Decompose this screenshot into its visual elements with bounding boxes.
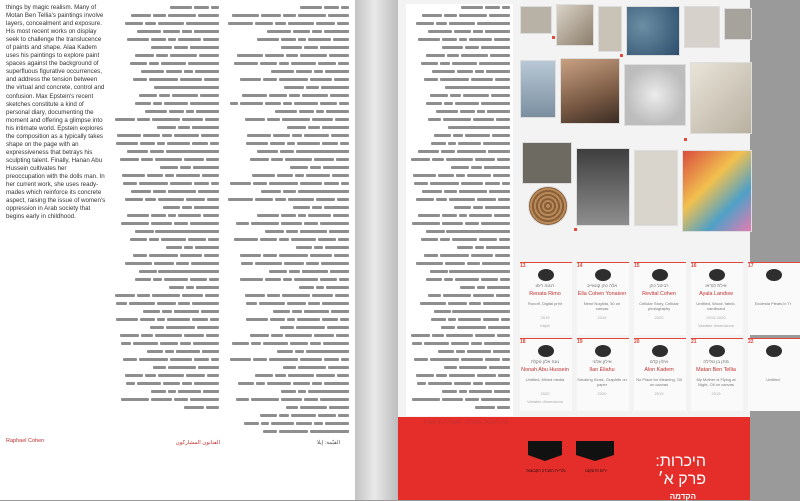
- artist-name-hebrew: נונה אלון טקלה: [530, 359, 560, 364]
- artwork-title: Nene Noghila, 50 on canvas: [583, 301, 621, 311]
- artist-name-hebrew: מתן בן טלילה: [703, 359, 729, 364]
- card-number: 17: [748, 263, 754, 269]
- artist-name: Nonah Abu Hussein: [521, 367, 569, 373]
- artist-name: Ayala Landow: [699, 291, 733, 297]
- hebrew-footer: קרן רוזנטל, מנהלת, האוצרת הראשית: [423, 420, 508, 426]
- artist-name: Matan Ben Tellia: [696, 367, 736, 373]
- artist-card: [577, 338, 629, 411]
- card-number: 13: [520, 263, 526, 269]
- artwork-title: My Mother is Flying at Night, Oil on canvas: [696, 377, 736, 387]
- artwork-year: 2019: [597, 315, 607, 320]
- artist-name: Ella Cohen Yonaiver: [577, 291, 627, 297]
- footer-name-left: Raphael Cohen: [6, 438, 45, 444]
- card-number: 18: [520, 339, 526, 345]
- artist-name-hebrew: רנטה רימו: [535, 283, 555, 288]
- artist-name-hebrew: אילון קדם: [649, 359, 669, 364]
- artwork-year: 2020: [654, 315, 664, 320]
- artist-card: [520, 338, 572, 411]
- artist-avatar: [538, 269, 554, 281]
- artwork-year: 2019: [654, 391, 664, 396]
- artwork-thumb-13: [634, 150, 678, 226]
- artwork-title: Untitled, Mixed media: [525, 377, 565, 382]
- artwork-title: Untitled: [766, 377, 780, 382]
- woven-basket-artwork: [528, 186, 568, 226]
- artist-avatar: [538, 345, 554, 357]
- artwork-thumb-3: [598, 6, 622, 52]
- artist-name-hebrew: אילון אלוני: [592, 359, 612, 364]
- book-gutter: [355, 0, 398, 500]
- artwork-medium: Inkjet: [540, 323, 550, 328]
- artwork-thumb-7: [520, 60, 556, 118]
- logo-right-label: ירוס פרונקנט: [585, 468, 607, 473]
- artist-avatar: [595, 345, 611, 357]
- artwork-year: 2019: [540, 315, 550, 320]
- artwork-year: 2015-2020: [706, 315, 726, 320]
- artwork-title: Cellular Story, Cellular photography: [639, 301, 679, 311]
- card-number: 20: [634, 339, 640, 345]
- artwork-thumb-6: [724, 8, 752, 40]
- red-marker: [684, 138, 687, 141]
- arabic-column-2: [226, 4, 350, 436]
- arabic-curator: القيّمة: إيلا: [316, 440, 340, 446]
- arabic-footer: الفنانون المشاركون: [175, 440, 220, 446]
- artwork-thumb-5: [684, 6, 720, 48]
- artwork-medium: Variable dimensions: [527, 399, 563, 404]
- artist-name: Renata Rimo: [529, 291, 561, 297]
- card-number: 15: [634, 263, 640, 269]
- card-number: 14: [577, 263, 583, 269]
- logo-left-label: גלריית החברה הקבוצות: [526, 468, 566, 473]
- artist-avatar: [709, 345, 725, 357]
- artwork-title: No Place for Meaning, Oil on canvas: [636, 377, 682, 387]
- artist-avatar: [766, 345, 782, 357]
- artwork-title: Smoking Kiosk, Graphite on paper: [577, 377, 627, 387]
- artwork-thumb-14: [682, 150, 752, 232]
- artist-name-hebrew: אלה כהן קונאייב: [586, 283, 618, 288]
- artwork-thumb-12: [576, 148, 630, 226]
- artist-card: [691, 262, 743, 335]
- gallery-logo-icon: [574, 439, 618, 463]
- artist-avatar: [595, 269, 611, 281]
- right-page: [398, 0, 792, 501]
- artist-name-hebrew: רביטל כהן: [649, 283, 669, 288]
- artwork-thumb-10: [690, 62, 752, 134]
- arabic-column-1: [112, 4, 220, 404]
- artwork-title: Runoff, Digital print: [528, 301, 562, 306]
- artist-card: [634, 338, 686, 411]
- artist-name-hebrew: אילת לנדאו: [705, 283, 727, 288]
- artist-card: [748, 262, 800, 335]
- artwork-thumb-11: [522, 142, 572, 184]
- artwork-year: 2020: [597, 391, 607, 396]
- card-number: 19: [577, 339, 583, 345]
- artist-avatar: [709, 269, 725, 281]
- artwork-thumb-1: [520, 6, 552, 34]
- artwork-title: Ecclesta Pleats in Tr: [754, 301, 792, 306]
- card-number: 21: [691, 339, 697, 345]
- english-paragraph: things by magic realism. Many of Motan Ben Tellia's paintings involve layers, concealment and exposure. His most recent works on display seek to challenge the translucence of paints and shape. Alaa Kadem uses his paintings to explore paint spaces against the background of superfluous figurative occurrences, and address the tension between the virtual and concrete, control and confusion. Max Epstein's recent sketches constitute a kind of personal diary, documenting the moment and offering a glimpse into his intimate world. Epstein explores the composition as a typically takes shape on the page with an expressiveness that betrays his sculpting talent. Finally, Hanan Abu Hussein cultivates her preoccupation with the dolls man. In her current work, she uses ready-mades which reinforce its concrete aspect, raising the issue of women's oppression in Arab society that begins early in childhood.: [6, 4, 106, 221]
- artist-card: [748, 338, 800, 411]
- artist-card: [577, 262, 629, 335]
- artist-name: Revital Cohen: [642, 291, 676, 297]
- artwork-year: 2020: [540, 391, 550, 396]
- card-number: 22: [748, 339, 754, 345]
- red-marker: [574, 228, 577, 231]
- artist-avatar: [652, 269, 668, 281]
- artwork-title: Untitled, Wood, fabric, cardboard: [696, 301, 736, 311]
- artist-card: [691, 338, 743, 411]
- artwork-year: 2019: [711, 391, 721, 396]
- banner-title: היכרות:: [655, 453, 706, 470]
- artist-avatar: [766, 269, 782, 281]
- artist-name: Ilan Eliahu: [589, 367, 615, 373]
- red-marker: [620, 54, 623, 57]
- hebrew-column-1: [406, 4, 513, 416]
- artwork-thumb-9: [624, 64, 686, 126]
- artist-name: Alon Kadem: [644, 367, 674, 373]
- newspaper-logo-icon: [526, 439, 566, 463]
- banner-bottom: הקדמה: [669, 492, 696, 501]
- artwork-medium: Variable dimensions: [698, 323, 734, 328]
- artwork-thumb-4: [626, 6, 680, 56]
- artist-card: [634, 262, 686, 335]
- red-marker: [552, 36, 555, 39]
- artwork-thumb-2: [556, 4, 594, 46]
- red-banner: [398, 417, 750, 500]
- banner-subtitle: פרק א׳: [657, 471, 706, 488]
- logo-left: [526, 439, 566, 473]
- card-number: 16: [691, 263, 697, 269]
- artist-avatar: [652, 345, 668, 357]
- left-page: [0, 0, 355, 500]
- artist-card: [520, 262, 572, 335]
- logo-right: [574, 439, 618, 473]
- artwork-thumb-8: [560, 58, 620, 124]
